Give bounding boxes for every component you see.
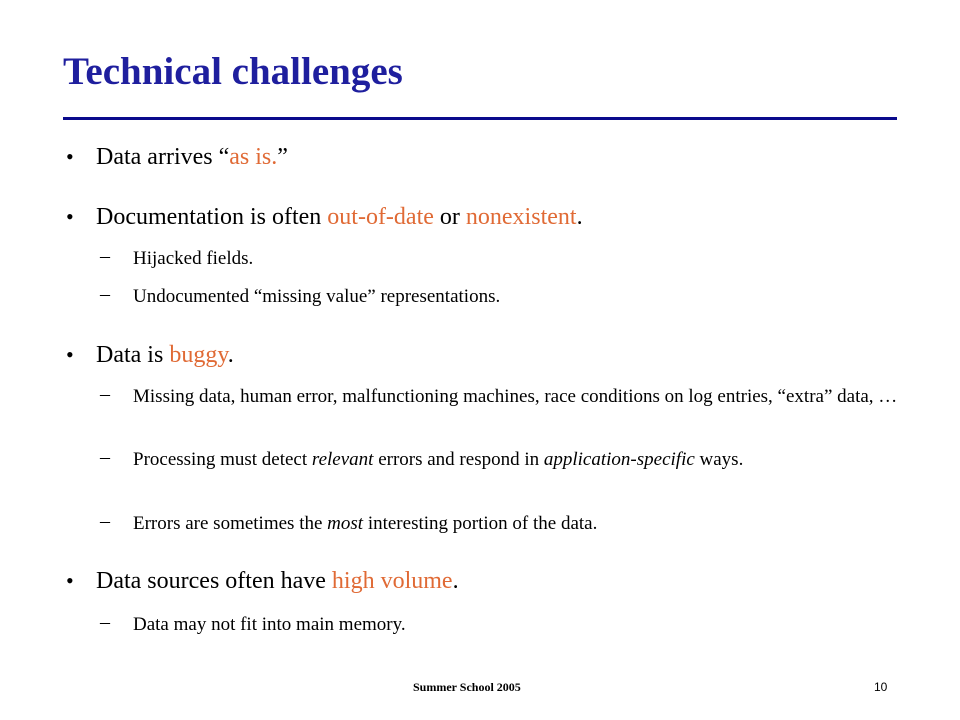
bullet-high-volume xyxy=(66,566,459,596)
emphasis-application-specific: application-specific xyxy=(543,449,695,470)
dash-icon: – xyxy=(100,245,110,267)
bullet-icon: • xyxy=(66,342,74,367)
bullet-text: Data arrives “ xyxy=(96,144,230,170)
bullet-text: Data is xyxy=(96,342,170,368)
bullet-data-buggy xyxy=(66,340,234,370)
footer-text: Summer School 2005 xyxy=(413,680,521,694)
bullet-text: . xyxy=(227,342,234,368)
dash-icon: – xyxy=(100,383,110,405)
emphasis-most: most xyxy=(327,513,364,534)
sub-bullet-errors xyxy=(100,510,923,535)
bullet-icon: • xyxy=(66,144,74,169)
sub-bullet-missing-data xyxy=(100,383,923,408)
highlight-out-of-date: out-of-date xyxy=(327,204,434,230)
sub-bullet-text: ways. xyxy=(694,449,744,470)
dash-icon: – xyxy=(100,611,110,633)
sub-bullet-main-memory xyxy=(100,611,923,636)
title-underline xyxy=(63,117,897,120)
bullet-text: . xyxy=(576,204,583,230)
dash-icon: – xyxy=(100,446,110,468)
sub-bullet-text: Errors are sometimes the xyxy=(133,513,328,534)
dash-icon: – xyxy=(100,283,110,305)
bullet-text: ” xyxy=(277,144,288,170)
page-number: 10 xyxy=(874,680,888,694)
bullet-icon: • xyxy=(66,204,74,229)
sub-bullet-text: errors and respond in xyxy=(373,449,544,470)
sub-bullet-hijacked-fields xyxy=(100,245,923,270)
highlight-high-volume: high volume xyxy=(331,568,453,594)
highlight-nonexistent: nonexistent xyxy=(465,204,577,230)
sub-bullet-text: Hijacked fields. xyxy=(133,248,254,269)
highlight-buggy: buggy xyxy=(169,342,228,368)
sub-bullet-text: Undocumented “missing value” representations. xyxy=(133,286,501,307)
highlight-as-is: as is. xyxy=(229,144,278,170)
sub-bullet-text: Processing must detect xyxy=(133,449,312,470)
bullet-icon: • xyxy=(66,568,74,593)
emphasis-relevant: relevant xyxy=(311,449,374,470)
sub-bullet-undocumented xyxy=(100,283,923,308)
bullet-data-arrives xyxy=(66,142,288,172)
bullet-text: Data sources often have xyxy=(96,568,332,594)
sub-bullet-processing xyxy=(100,446,923,471)
bullet-text: Documentation is often xyxy=(96,204,328,230)
dash-icon: – xyxy=(100,510,110,532)
sub-bullet-text: Missing data, human error, malfunctioning machines, race conditions on log entries, “extra” data, … xyxy=(133,386,898,407)
bullet-documentation xyxy=(66,202,583,232)
sub-bullet-text: interesting portion of the data. xyxy=(363,513,598,534)
slide-title: Technical challenges xyxy=(63,50,403,93)
sub-bullet-text: Data may not fit into main memory. xyxy=(133,614,406,635)
bullet-text: . xyxy=(452,568,459,594)
bullet-text: or xyxy=(433,204,466,230)
